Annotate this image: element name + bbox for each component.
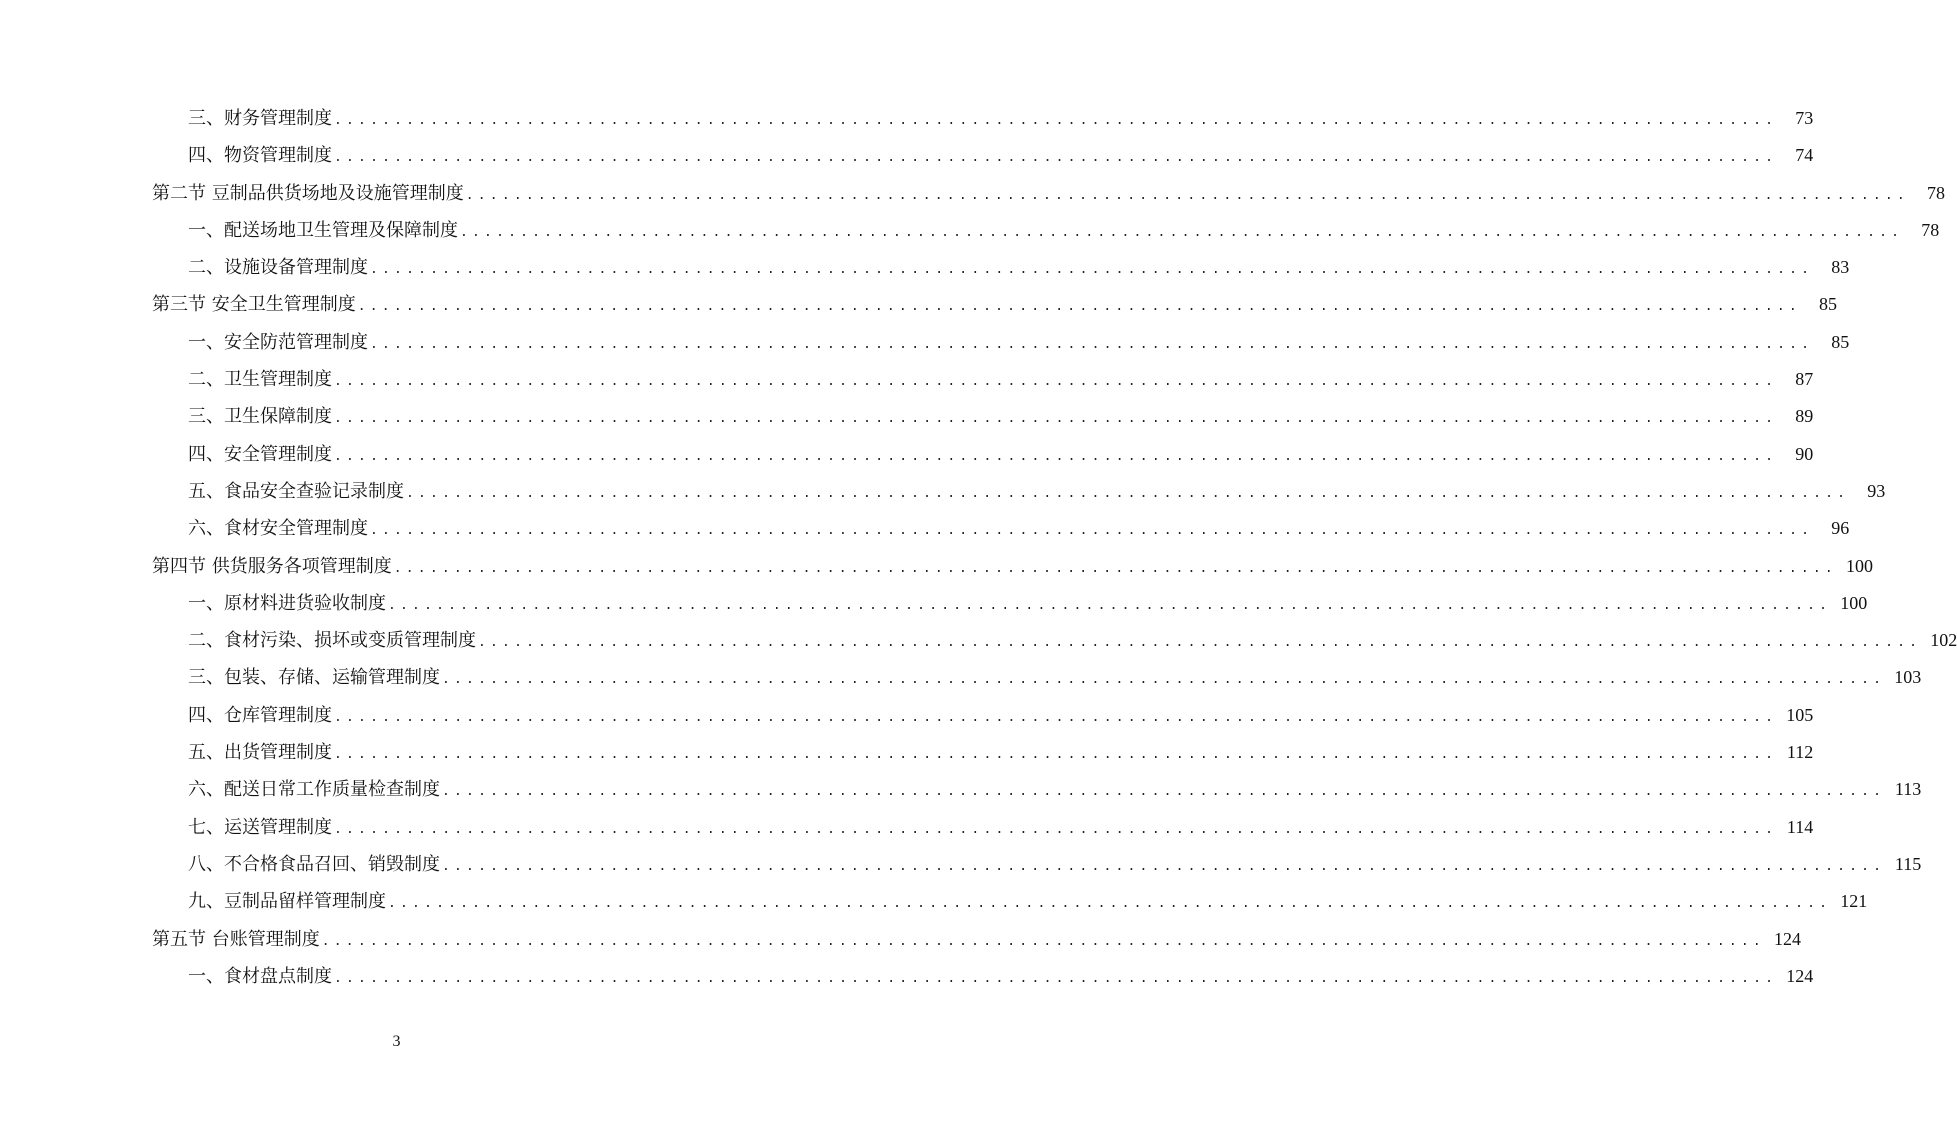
toc-subsection-entry[interactable] [0, 659, 1922, 696]
toc-dot-leader: ........................................................................................................................ [370, 262, 1814, 278]
toc-entry-page: 85 [1831, 331, 1850, 352]
toc-entry-title: 五、出货管理制度 [188, 742, 332, 764]
toc-subsection-entry[interactable] [0, 249, 1850, 286]
toc-entry-page: 114 [1786, 816, 1814, 837]
toc-section-entry[interactable] [0, 921, 1801, 958]
toc-subsection-entry[interactable] [0, 846, 1922, 883]
toc-dot-leader: ........................................................................................................................ [334, 448, 1778, 464]
toc-entry-page: 103 [1894, 667, 1922, 688]
toc-dot-leader: ........................................................................................................................ [334, 821, 1778, 837]
toc-entry-page: 100 [1840, 592, 1868, 613]
toc-entry-title: 四、物资管理制度 [188, 145, 332, 167]
toc-entry-page: 93 [1867, 480, 1886, 501]
toc-dot-leader: ........................................................................................................................ [334, 150, 1778, 166]
toc-subsection-entry[interactable] [0, 436, 1814, 473]
toc-entry-title: 一、配送场地卫生管理及保障制度 [188, 219, 458, 241]
toc-dot-leader: ........................................................................................................................ [442, 784, 1886, 800]
toc-subsection-entry[interactable] [0, 809, 1814, 846]
toc-dot-leader: ........................................................................................................................ [334, 709, 1778, 725]
toc-dot-leader: ........................................................................................................................ [460, 224, 1904, 240]
toc-entry-page: 121 [1840, 891, 1868, 912]
toc-entry-title: 一、安全防范管理制度 [188, 331, 368, 353]
toc-dot-leader: ........................................................................................................................ [370, 336, 1814, 352]
toc-entry-page: 115 [1894, 853, 1922, 874]
toc-entry-page: 105 [1786, 704, 1814, 725]
toc-section-entry[interactable] [0, 175, 1945, 212]
toc-subsection-entry[interactable] [0, 734, 1814, 771]
toc-section-entry[interactable] [0, 548, 1873, 585]
toc-dot-leader: ........................................................................................................................ [478, 635, 1922, 651]
toc-dot-leader: ........................................................................................................................ [465, 187, 1909, 203]
toc-entry-title: 一、食材盘点制度 [188, 965, 332, 987]
toc-dot-leader: ........................................................................................................................ [442, 672, 1886, 688]
toc-entry-page: 74 [1795, 145, 1814, 166]
toc-subsection-entry[interactable] [0, 324, 1850, 361]
toc-entry-title: 三、包装、存储、运输管理制度 [188, 667, 440, 689]
toc-entry-title: 六、配送日常工作质量检查制度 [188, 779, 440, 801]
toc-entry-title: 第三节 安全卫生管理制度 [152, 294, 356, 316]
toc-subsection-entry[interactable] [0, 137, 1814, 174]
toc-entry-page: 90 [1795, 443, 1814, 464]
toc-entry-page: 85 [1818, 294, 1837, 315]
page-number: 3 [392, 1033, 401, 1050]
toc-entry-title: 五、食品安全查验记录制度 [188, 480, 404, 502]
toc-entry-title: 三、卫生保障制度 [188, 406, 332, 428]
toc-entry-page: 78 [1921, 219, 1940, 240]
toc-entry-title: 一、原材料进货验收制度 [188, 592, 386, 614]
toc-entry-title: 第五节 台账管理制度 [152, 928, 320, 950]
toc-dot-leader: ........................................................................................................................ [334, 411, 1778, 427]
toc-entry-page: 96 [1831, 518, 1850, 539]
toc-dot-leader: ........................................................................................................................ [388, 597, 1832, 613]
toc-entry-title: 第四节 供货服务各项管理制度 [152, 555, 392, 577]
toc-dot-leader: ........................................................................................................................ [357, 299, 1801, 315]
toc-entry-title: 七、运送管理制度 [188, 816, 332, 838]
toc-dot-leader: ........................................................................................................................ [406, 485, 1850, 501]
toc-dot-leader: ........................................................................................................................ [442, 858, 1886, 874]
toc-entry-page: 78 [1926, 182, 1945, 203]
toc-entry-page: 83 [1831, 257, 1850, 278]
toc-entry-title: 九、豆制品留样管理制度 [188, 891, 386, 913]
toc-entry-page: 113 [1894, 779, 1922, 800]
toc-subsection-entry[interactable] [0, 473, 1886, 510]
toc-subsection-entry[interactable] [0, 883, 1868, 920]
toc-entry-page: 73 [1795, 108, 1814, 128]
toc-dot-leader: ........................................................................................................................ [334, 970, 1778, 986]
toc-subsection-entry[interactable] [0, 361, 1814, 398]
toc-dot-leader: ........................................................................................................................ [321, 933, 1765, 949]
toc-subsection-entry[interactable] [0, 697, 1814, 734]
toc-entry-title: 三、财务管理制度 [188, 108, 332, 129]
toc-subsection-entry[interactable] [0, 958, 1814, 995]
toc-entry-title: 八、不合格食品召回、销毁制度 [188, 853, 440, 875]
toc-entry-title: 六、食材安全管理制度 [188, 518, 368, 540]
toc-dot-leader: ........................................................................................................................ [393, 560, 1837, 576]
toc-subsection-entry[interactable] [0, 585, 1868, 622]
toc-subsection-entry[interactable] [0, 622, 1957, 659]
toc-dot-leader: ........................................................................................................................ [334, 113, 1778, 128]
toc-dot-leader: ........................................................................................................................ [370, 523, 1814, 539]
toc-subsection-entry[interactable] [0, 100, 1814, 137]
toc-entry-title: 二、卫生管理制度 [188, 369, 332, 391]
toc-entry-page: 100 [1845, 555, 1873, 576]
toc-entry-page: 124 [1786, 965, 1814, 986]
toc-subsection-entry[interactable] [0, 398, 1814, 435]
toc-entry-title: 四、安全管理制度 [188, 443, 332, 465]
toc-entry-page: 112 [1786, 742, 1814, 763]
toc-dot-leader: ........................................................................................................................ [334, 747, 1778, 763]
toc-subsection-entry[interactable] [0, 212, 1940, 249]
toc-entry-title: 四、仓库管理制度 [188, 704, 332, 726]
toc-section-entry[interactable] [0, 286, 1837, 323]
toc-dot-leader: ........................................................................................................................ [388, 896, 1832, 912]
toc-subsection-entry[interactable] [0, 510, 1850, 547]
toc-entry-page: 89 [1795, 406, 1814, 427]
toc-entry-title: 二、食材污染、损坏或变质管理制度 [188, 630, 476, 652]
toc-subsection-entry[interactable] [0, 771, 1922, 808]
toc-entry-title: 第二节 豆制品供货场地及设施管理制度 [152, 182, 464, 204]
toc-entry-page: 102 [1930, 630, 1957, 651]
table-of-contents [0, 100, 1957, 995]
toc-entry-page: 87 [1795, 369, 1814, 390]
toc-entry-page: 124 [1773, 928, 1801, 949]
toc-dot-leader: ........................................................................................................................ [334, 374, 1778, 390]
toc-entry-title: 二、设施设备管理制度 [188, 257, 368, 279]
